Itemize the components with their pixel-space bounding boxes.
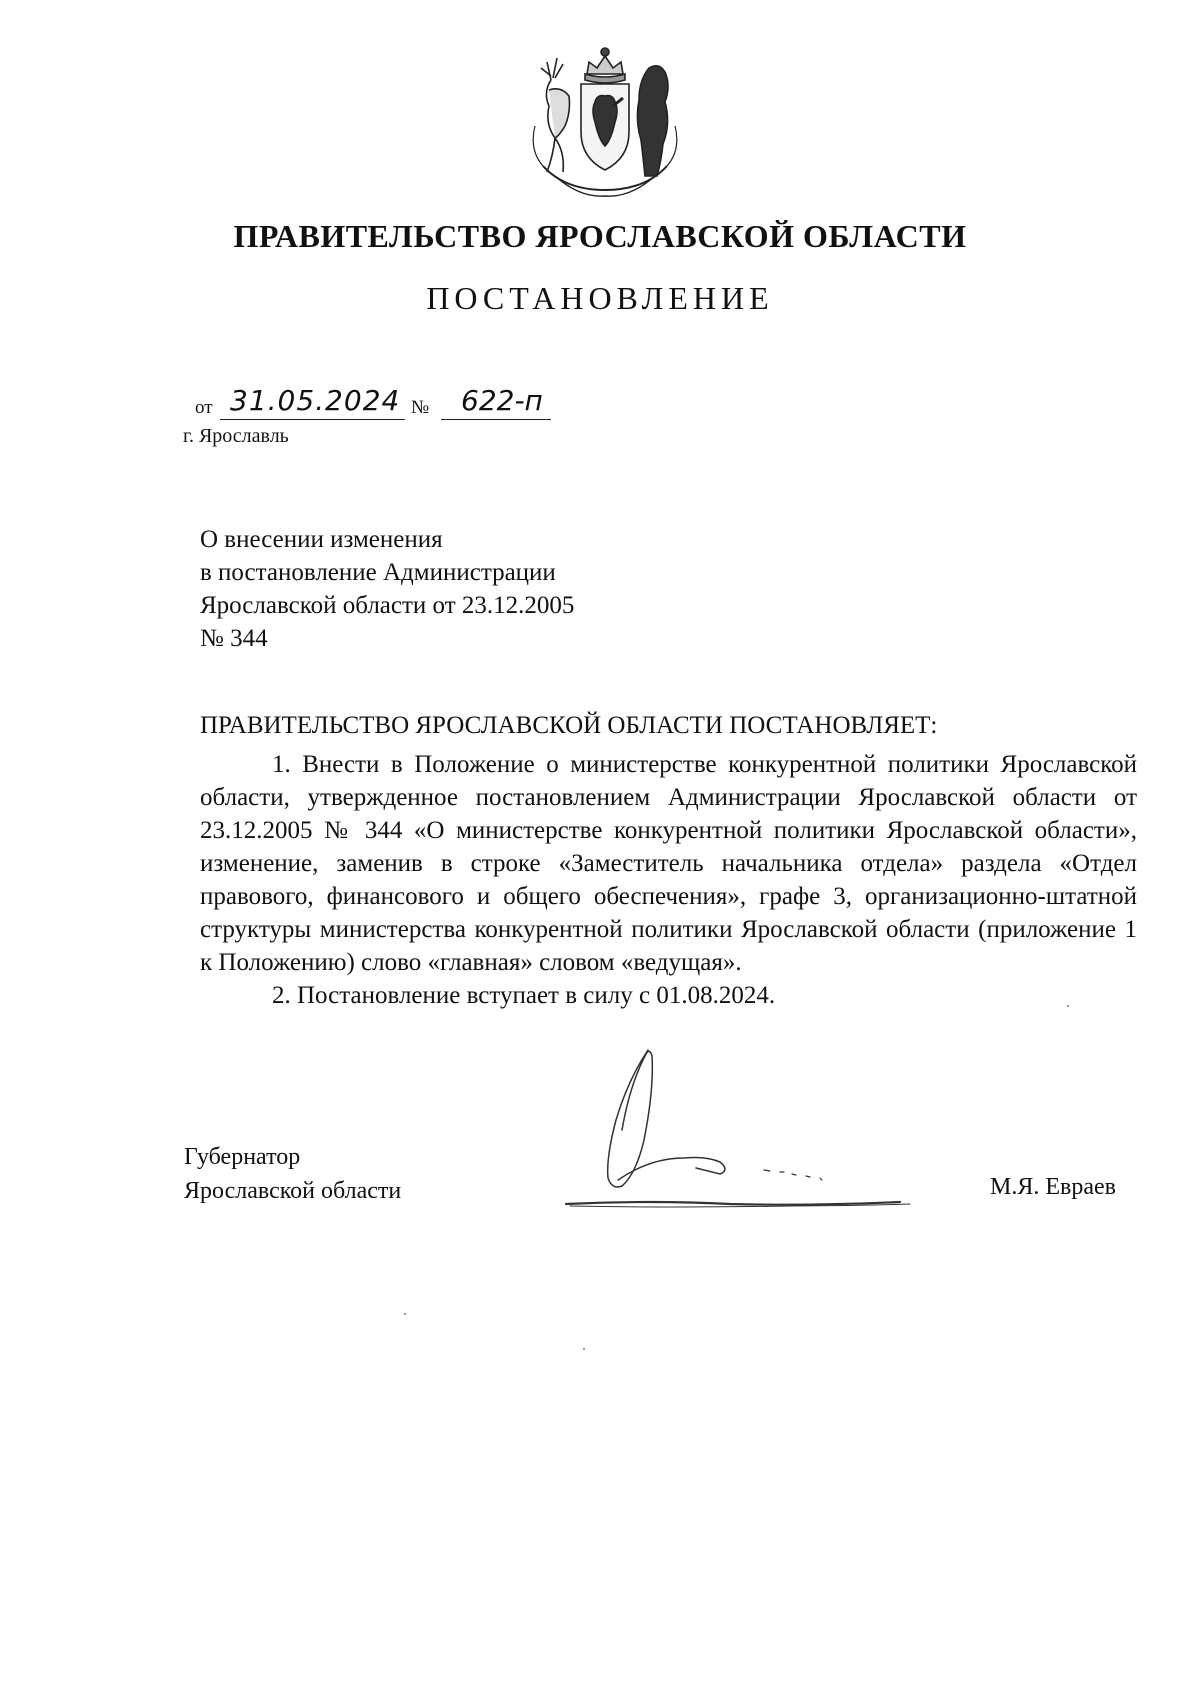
number-prefix: № [411,397,430,418]
resolution-body [200,748,1137,1012]
registration-line [195,383,615,423]
handwritten-signature-icon [530,1040,950,1220]
document-type: ПОСТАНОВЛЕНИЕ [426,280,774,316]
document-number: 622-п [441,383,551,420]
subject-line: в постановление Администрации [200,559,556,586]
document-date: 31.05.2024 [220,383,405,420]
scan-speck [404,1313,406,1315]
resolves-heading: ПРАВИТЕЛЬСТВО ЯРОСЛАВСКОЙ ОБЛАСТИ ПОСТАНОВЛЯЕТ: [200,712,938,739]
signatory-position-line: Ярославской области [184,1178,402,1204]
signatory-position-line: Губернатор [184,1144,301,1170]
document-subject [200,523,574,655]
scan-speck [1067,1005,1069,1007]
signatory-position [184,1140,401,1208]
date-prefix: от [195,397,213,418]
scan-speck [583,1348,585,1350]
subject-line: О внесении изменения [200,526,443,553]
signatory-name: М.Я. Евраев [990,1174,1116,1200]
issuing-city: г. Ярославль [183,425,289,447]
coat-of-arms-icon [525,40,685,202]
clause-2: 2. Постановление вступает в силу с 01.08.2024. [272,982,776,1009]
clause-1: 1. Внести в Положение о министерстве конкурентной политики Ярославской области, утвержденное постановлением Администрации Ярославской области от 23.12.2005 № 344 «О министерстве конкурентной политики Ярославской области», изменение, заменив в строке «Заместитель начальника отдела» раздела «Отдел правового, финансового и общего обеспечения», графе 3, организационно-штатной структуры министерства конкурентной политики Ярославской области (приложение 1 к Положению) слово «главная» словом «ведущая». [200,751,1137,976]
subject-line: № 344 [200,625,268,652]
subject-line: Ярославской области от 23.12.2005 [200,592,575,619]
government-title: ПРАВИТЕЛЬСТВО ЯРОСЛАВСКОЙ ОБЛАСТИ [233,218,967,254]
